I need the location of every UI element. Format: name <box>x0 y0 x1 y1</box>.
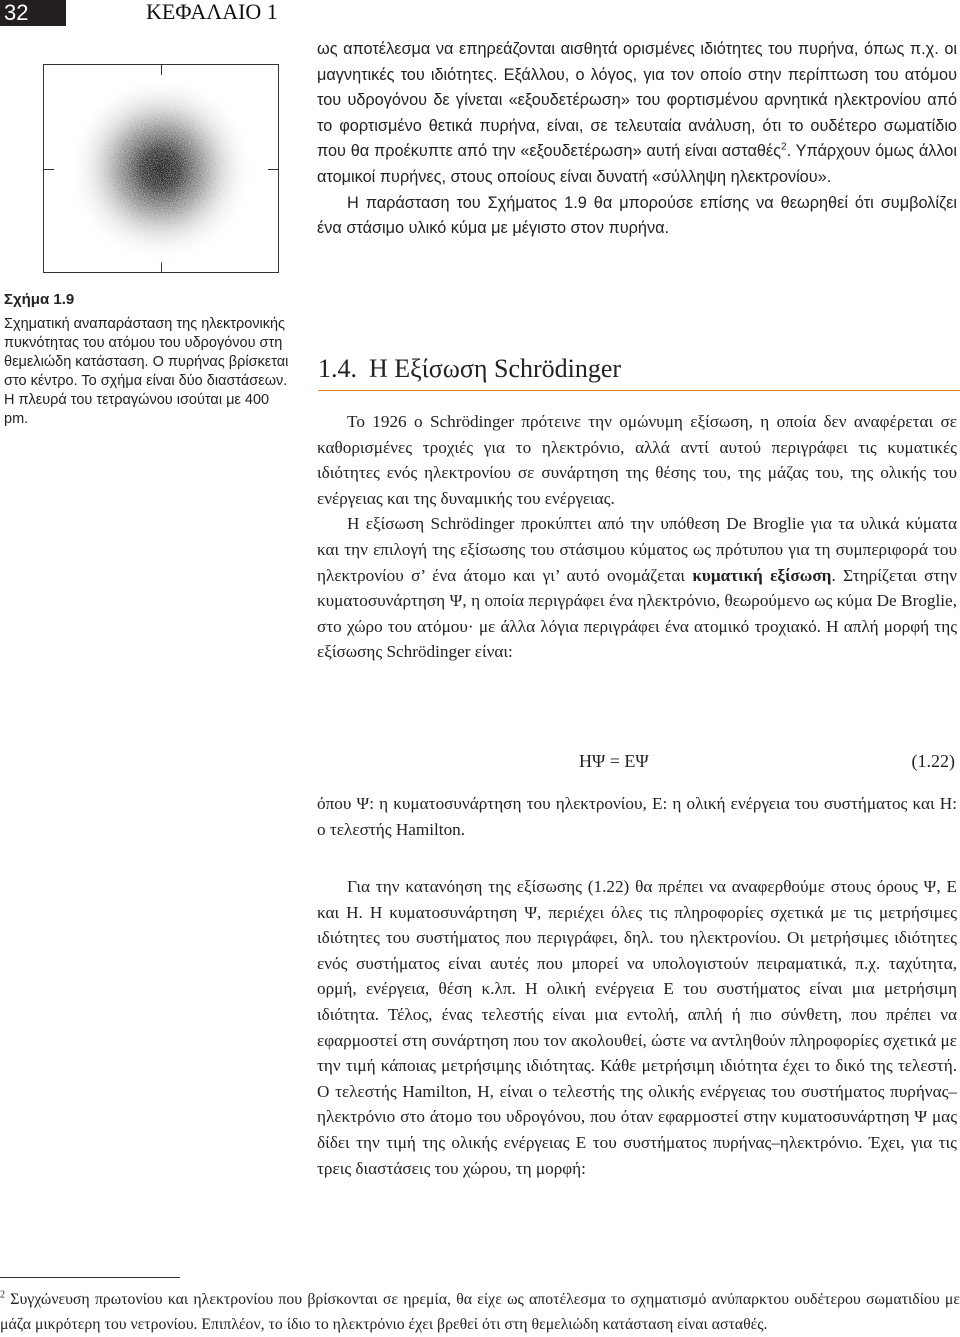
paragraph-text: Η εξίσωση Schrödinger προκύπτει από την υπόθεση De Broglie για τα υλικά κύματα και την επιλογή της εξίσωσης του στάσιμου κύματος ως πρότυπου για τη συμπεριφορά του ηλεκτρονίου σ’ ένα άτομο και γι’ αυτό ονομάζεται <box>317 514 957 585</box>
equation-expression: HΨ = EΨ <box>579 751 649 771</box>
long-paragraph <box>317 874 957 1181</box>
equation <box>317 746 957 776</box>
equation-explanation <box>317 791 957 842</box>
figure-title: Σχήμα 1.9 <box>4 291 75 308</box>
paragraph: Η παράσταση του Σχήματος 1.9 θα μπορούσε επίσης να θεωρηθεί ότι συμβολίζει ένα στάσιμο υλικό κύμα με μέγιστο στον πυρήνα. <box>317 193 957 238</box>
section-heading <box>318 352 960 391</box>
figure-caption-text: Σχηματική αναπαράσταση της ηλεκτρονικής πυκνότητας του ατόμου του υδρογόνου στη θεμελιώδη κατάσταση. Ο πυρήνας βρίσκεται στο κέντρο. Το σχήμα είναι δύο διαστάσεων. Η πλευρά του τετραγώνου ισούται με 400 pm. <box>4 316 289 427</box>
section-number: 1.4. <box>318 354 357 383</box>
chapter-title: ΚΕΦΑΛΑΙΟ 1 <box>146 0 278 24</box>
paragraph-text: . Υπάρχουν όμως άλλοι ατομικοί πυρήνες, στους οποίους είναι δυνατή «σύλληψη ηλεκτρονίου». <box>317 142 957 186</box>
section-title: Η Εξίσωση Schrödinger <box>369 354 622 383</box>
electron-density-figure <box>43 64 279 273</box>
section-text <box>317 409 957 665</box>
figure-caption <box>4 290 296 429</box>
equation-number: (1.22) <box>911 751 955 771</box>
top-text <box>317 37 957 242</box>
paragraph-text: ως αποτέλεσμα να επηρεάζονται αισθητά ορισμένες ιδιότητες του πυρήνα, όπως π.χ. οι μαγνητικές του ιδιότητες. Εξάλλου, ο λόγος, για τον οποίο στην περίπτωση του ατόμου του υδρογόνου δε γίνεται «εξουδετέρωση» του φορτισμένου αρνητικά ηλεκτρονίου από το φορτισμένο θετικά πυρήνα, είναι, σε τελευταία ανάλυση, ότι το ουδέτερο σωματίδιο που θα προέκυπτε από την «εξουδετέρωση» αυτή είναι ασταθές <box>317 40 957 161</box>
footnote <box>0 1287 960 1337</box>
page-number: 32 <box>0 0 66 26</box>
paragraph: όπου Ψ: η κυματοσυνάρτηση του ηλεκτρονίου, Ε: η ολική ενέργεια του συστήματος και Η: ο τελεστής Hamilton. <box>317 794 957 839</box>
paragraph <box>317 37 957 191</box>
paragraph-text: . Στηρίζεται στην κυματοσυνάρτηση Ψ, η οποία περιγράφει ένα ηλεκτρόνιο, θεωρούμενο ως κύμα De Broglie, στο χώρο του ατόμου· με άλλα λόγια περιγράφει ένα ατομικό τροχιακό. Η απλή μορφή της εξίσωσης Schrödinger είναι: <box>317 565 958 662</box>
footnote-marker: 2 <box>0 1289 5 1301</box>
bold-term: κυματική εξίσωση <box>692 565 832 585</box>
footnote-ref: 2 <box>781 141 787 153</box>
paragraph: Για την κατανόηση της εξίσωσης (1.22) θα πρέπει να αναφερθούμε στους όρους Ψ, Ε και Η. Η κυματοσυνάρτηση Ψ, περιέχει όλες τις πληροφορίες σχετικά με τις μετρήσιμες ιδιότητες του συστήματος που περιγράφει, δηλ. του ηλεκτρονίου. Οι μετρήσιμες ιδιότητες ενός συστήματος είναι αυτές που μπορεί να υπολογιστούν πειραματικά, π.χ. ταχύτητα, ορμή, ενέργεια, θέση κ.λπ. Η ολική ενέργεια Ε του συστήματος είναι μια μετρήσιμη ιδιότητα. Τέλος, ένας τελεστής είναι μια εντολή, απλή ή πιο σύνθετη, που πρέπει να εφαρμοστεί στη συνάρτηση που τον ακολουθεί, ώστε να αντληθούν πληροφορίες σχετικά με την τιμή κάποιας μετρήσιμης ιδιότητας. Κάθε μετρήσιμη ιδιότητα έχει το δικό της τελεστή. Ο τελεστής Hamilton, Η, είναι ο τελεστής της ολικής ενέργειας του συστήματος πυρήνας–ηλεκτρόνιο στο άτομο του υδρογόνου, που όταν εφαρμοστεί στην κυματοσυνάρτηση Ψ μας δίδει την τιμή της ολικής ενέργειας Ε του συστήματος πυρήνας–ηλεκτρόνιο. Έχει, για τις τρεις διαστάσεις του χώρου, τη μορφή: <box>317 877 957 1178</box>
paragraph <box>317 511 957 665</box>
electron-cloud <box>44 65 278 272</box>
footnote-text: Συγχώνευση πρωτονίου και ηλεκτρονίου που βρίσκονται σε ηρεμία, θα είχε ως αποτέλεσμα το σχηματισμό ανύπαρκτου ουδέτερου σωματιδίου με μάζα μικρότερη του νετρονίου. Επιπλέον, το ίδιο το ηλεκτρόνιο έχει βρεθεί ότι στη θεμελιώδη κατάσταση είναι ασταθές. <box>0 1291 960 1333</box>
footnote-rule <box>0 1277 180 1278</box>
paragraph: Το 1926 ο Schrödinger πρότεινε την ομώνυμη εξίσωση, η οποία δεν αναφέρεται σε καθορισμένες τροχιές για το ηλεκτρόνιο, αλλά αντί αυτού περιγράφει τις κυματικές ιδιότητες ενός ηλεκτρονίου σε συνάρτηση της θέσης του, της μάζας του, της ολικής του ενέργειας και της δυναμικής του ενέργειας. <box>317 412 957 508</box>
